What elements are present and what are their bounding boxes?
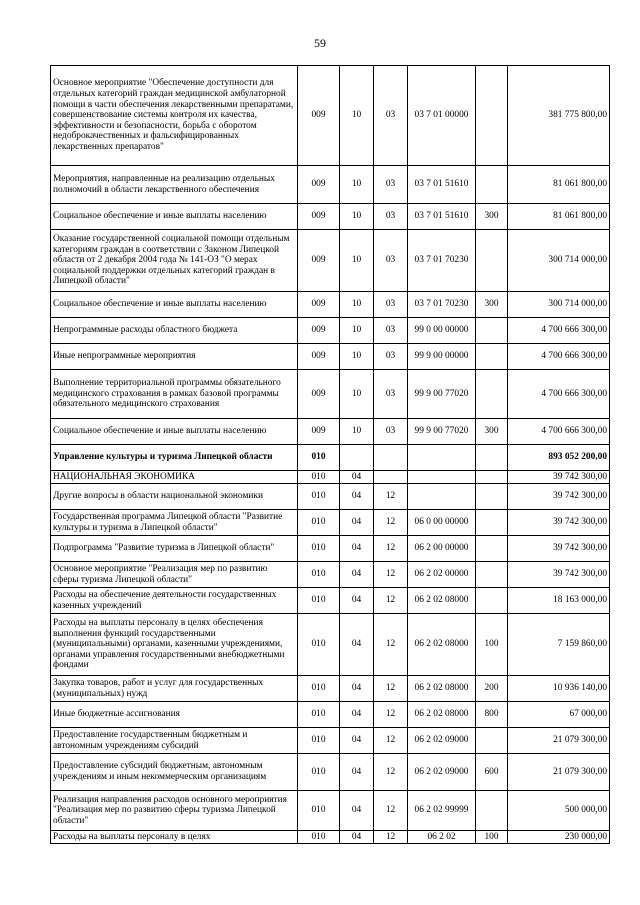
item-name-cell: Подпрограмма "Развитие туризма в Липецкой области": [51, 536, 298, 562]
table-row: [51, 510, 610, 536]
section-code-cell: [340, 445, 374, 471]
ministry-code-cell: 009: [298, 419, 340, 445]
item-name-cell: Закупка товаров, работ и услуг для государственных (муниципальных) нужд: [51, 676, 298, 702]
target-article-code-cell: 99 0 00 00000: [408, 318, 476, 344]
expense-type-code-cell: [476, 445, 508, 471]
expense-type-code-cell: 300: [476, 292, 508, 318]
table-row: [51, 471, 610, 484]
amount-cell: 39 742 300,00: [508, 562, 610, 588]
subsection-code-cell: 03: [374, 292, 408, 318]
subsection-code-cell: 12: [374, 536, 408, 562]
table-row: [51, 204, 610, 230]
table-row: [51, 484, 610, 510]
subsection-code-cell: 12: [374, 484, 408, 510]
item-name-cell: Расходы на выплаты персоналу в целях обеспечения выполнения функций государственными (муниципальными) органами, казенными учреждениями, органами управления государственными внебюджетными фондами: [51, 614, 298, 676]
amount-cell: 4 700 666 300,00: [508, 318, 610, 344]
target-article-code-cell: [408, 471, 476, 484]
page-number: 59: [314, 36, 326, 50]
expense-type-code-cell: [476, 230, 508, 292]
item-name-cell: НАЦИОНАЛЬНАЯ ЭКОНОМИКА: [51, 471, 298, 484]
subsection-code-cell: 12: [374, 676, 408, 702]
item-name-cell: Мероприятия, направленные на реализацию отдельных полномочий в области лекарственного обеспечения: [51, 166, 298, 204]
amount-cell: 4 700 666 300,00: [508, 370, 610, 419]
amount-cell: 4 700 666 300,00: [508, 344, 610, 370]
item-name-cell: Оказание государственной социальной помощи отдельным категориям граждан в соответствии с Законом Липецкой области от 2 декабря 2004 года № 141-ОЗ "О мерах социальной поддержки отдельных категорий граждан в Липецкой области": [51, 230, 298, 292]
amount-cell: 300 714 000,00: [508, 230, 610, 292]
target-article-code-cell: 06 2 02 00000: [408, 562, 476, 588]
ministry-code-cell: 010: [298, 562, 340, 588]
item-name-cell: Непрограммные расходы областного бюджета: [51, 318, 298, 344]
expense-type-code-cell: [476, 344, 508, 370]
target-article-code-cell: 06 2 02 99999: [408, 791, 476, 831]
target-article-code-cell: 99 9 00 77020: [408, 370, 476, 419]
section-code-cell: 10: [340, 66, 374, 166]
item-name-cell: Расходы на выплаты персоналу в целях: [51, 831, 298, 844]
budget-table: [50, 65, 610, 844]
expense-type-code-cell: [476, 728, 508, 754]
item-name-cell: Государственная программа Липецкой области "Развитие культуры и туризма в Липецкой области": [51, 510, 298, 536]
item-name-cell: Иные бюджетные ассигнования: [51, 702, 298, 728]
section-code-cell: 04: [340, 510, 374, 536]
subsection-code-cell: 12: [374, 754, 408, 791]
section-code-cell: 10: [340, 370, 374, 419]
amount-cell: 39 742 300,00: [508, 484, 610, 510]
section-code-cell: 10: [340, 344, 374, 370]
section-code-cell: 04: [340, 536, 374, 562]
target-article-code-cell: 03 7 01 70230: [408, 292, 476, 318]
amount-cell: 18 163 000,00: [508, 588, 610, 614]
section-code-cell: 04: [340, 588, 374, 614]
subsection-code-cell: 03: [374, 66, 408, 166]
item-name-cell: Иные непрограммные мероприятия: [51, 344, 298, 370]
expense-type-code-cell: [476, 484, 508, 510]
ministry-code-cell: 010: [298, 614, 340, 676]
ministry-code-cell: 010: [298, 791, 340, 831]
ministry-code-cell: 009: [298, 292, 340, 318]
item-name-cell: Социальное обеспечение и иные выплаты населению: [51, 419, 298, 445]
subsection-code-cell: 03: [374, 230, 408, 292]
target-article-code-cell: [408, 445, 476, 471]
target-article-code-cell: 03 7 01 51610: [408, 166, 476, 204]
amount-cell: 81 061 800,00: [508, 204, 610, 230]
section-code-cell: 04: [340, 702, 374, 728]
item-name-cell: Управление культуры и туризма Липецкой области: [51, 445, 298, 471]
ministry-code-cell: 010: [298, 588, 340, 614]
target-article-code-cell: 06 2 02 08000: [408, 676, 476, 702]
target-article-code-cell: 06 2 02: [408, 831, 476, 844]
amount-cell: 21 079 300,00: [508, 728, 610, 754]
section-code-cell: 04: [340, 754, 374, 791]
amount-cell: 39 742 300,00: [508, 536, 610, 562]
section-code-cell: 10: [340, 230, 374, 292]
subsection-code-cell: 03: [374, 204, 408, 230]
subsection-code-cell: 03: [374, 419, 408, 445]
item-name-cell: Предоставление субсидий бюджетным, автономным учреждениям и иным некоммерческим организациям: [51, 754, 298, 791]
table-row: [51, 66, 610, 166]
table-row: [51, 536, 610, 562]
section-code-cell: 04: [340, 791, 374, 831]
expense-type-code-cell: [476, 791, 508, 831]
section-code-cell: 10: [340, 292, 374, 318]
table-row: [51, 292, 610, 318]
table-row: [51, 588, 610, 614]
ministry-code-cell: 009: [298, 230, 340, 292]
subsection-code-cell: 03: [374, 370, 408, 419]
item-name-cell: Социальное обеспечение и иные выплаты населению: [51, 204, 298, 230]
subsection-code-cell: 12: [374, 791, 408, 831]
table-row: [51, 370, 610, 419]
ministry-code-cell: 010: [298, 754, 340, 791]
amount-cell: 7 159 860,00: [508, 614, 610, 676]
expense-type-code-cell: 100: [476, 831, 508, 844]
table-row: [51, 166, 610, 204]
ministry-code-cell: 009: [298, 66, 340, 166]
subsection-code-cell: 03: [374, 318, 408, 344]
expense-type-code-cell: [476, 166, 508, 204]
section-code-cell: 04: [340, 484, 374, 510]
section-code-cell: 04: [340, 676, 374, 702]
subsection-code-cell: 12: [374, 728, 408, 754]
table-row: [51, 702, 610, 728]
section-code-cell: 10: [340, 166, 374, 204]
table-row: [51, 728, 610, 754]
subsection-code-cell: [374, 471, 408, 484]
ministry-code-cell: 009: [298, 166, 340, 204]
table-row: [51, 676, 610, 702]
expense-type-code-cell: [476, 562, 508, 588]
target-article-code-cell: 06 2 02 08000: [408, 614, 476, 676]
section-code-cell: 04: [340, 614, 374, 676]
ministry-code-cell: 010: [298, 831, 340, 844]
table-row: [51, 791, 610, 831]
subsection-code-cell: 12: [374, 510, 408, 536]
subsection-code-cell: 12: [374, 614, 408, 676]
expense-type-code-cell: [476, 66, 508, 166]
expense-type-code-cell: [476, 536, 508, 562]
ministry-code-cell: 010: [298, 676, 340, 702]
table-row: [51, 614, 610, 676]
target-article-code-cell: 06 2 02 09000: [408, 754, 476, 791]
target-article-code-cell: [408, 484, 476, 510]
target-article-code-cell: 06 0 00 00000: [408, 510, 476, 536]
target-article-code-cell: 06 2 02 08000: [408, 588, 476, 614]
subsection-code-cell: 12: [374, 562, 408, 588]
expense-type-code-cell: [476, 588, 508, 614]
amount-cell: 893 052 200,00: [508, 445, 610, 471]
budget-table-body: [51, 66, 610, 844]
target-article-code-cell: 03 7 01 00000: [408, 66, 476, 166]
subsection-code-cell: 03: [374, 166, 408, 204]
ministry-code-cell: 010: [298, 702, 340, 728]
item-name-cell: Другие вопросы в области национальной экономики: [51, 484, 298, 510]
subsection-code-cell: 12: [374, 831, 408, 844]
amount-cell: 67 000,00: [508, 702, 610, 728]
section-code-cell: 04: [340, 562, 374, 588]
expense-type-code-cell: [476, 318, 508, 344]
ministry-code-cell: 009: [298, 318, 340, 344]
table-row: [51, 344, 610, 370]
ministry-code-cell: 009: [298, 204, 340, 230]
table-row: [51, 562, 610, 588]
amount-cell: 21 079 300,00: [508, 754, 610, 791]
amount-cell: 10 936 140,00: [508, 676, 610, 702]
expense-type-code-cell: 800: [476, 702, 508, 728]
subsection-code-cell: [374, 445, 408, 471]
ministry-code-cell: 010: [298, 445, 340, 471]
table-row: [51, 754, 610, 791]
expense-type-code-cell: 300: [476, 419, 508, 445]
section-code-cell: 10: [340, 419, 374, 445]
table-row: [51, 419, 610, 445]
expense-type-code-cell: [476, 510, 508, 536]
expense-type-code-cell: [476, 471, 508, 484]
ministry-code-cell: 010: [298, 471, 340, 484]
amount-cell: 81 061 800,00: [508, 166, 610, 204]
table-row: [51, 318, 610, 344]
section-code-cell: 10: [340, 204, 374, 230]
subsection-code-cell: 03: [374, 344, 408, 370]
ministry-code-cell: 009: [298, 370, 340, 419]
ministry-code-cell: 010: [298, 510, 340, 536]
expense-type-code-cell: 300: [476, 204, 508, 230]
ministry-code-cell: 010: [298, 536, 340, 562]
target-article-code-cell: 03 7 01 51610: [408, 204, 476, 230]
subsection-code-cell: 12: [374, 588, 408, 614]
amount-cell: 500 000,00: [508, 791, 610, 831]
subsection-code-cell: 12: [374, 702, 408, 728]
table-row: [51, 831, 610, 844]
target-article-code-cell: 06 2 02 08000: [408, 702, 476, 728]
item-name-cell: Социальное обеспечение и иные выплаты населению: [51, 292, 298, 318]
ministry-code-cell: 010: [298, 484, 340, 510]
section-code-cell: 04: [340, 831, 374, 844]
ministry-code-cell: 009: [298, 344, 340, 370]
table-row: [51, 445, 610, 471]
item-name-cell: Расходы на обеспечение деятельности государственных казенных учреждений: [51, 588, 298, 614]
amount-cell: 381 775 800,00: [508, 66, 610, 166]
target-article-code-cell: 06 2 00 00000: [408, 536, 476, 562]
amount-cell: 300 714 000,00: [508, 292, 610, 318]
item-name-cell: Предоставление государственным бюджетным и автономным учреждениям субсидий: [51, 728, 298, 754]
amount-cell: 39 742 300,00: [508, 510, 610, 536]
target-article-code-cell: 99 9 00 77020: [408, 419, 476, 445]
ministry-code-cell: 010: [298, 728, 340, 754]
item-name-cell: Выполнение территориальной программы обязательного медицинского страхования в рамках базовой программы обязательного медицинского страхования: [51, 370, 298, 419]
amount-cell: 230 000,00: [508, 831, 610, 844]
expense-type-code-cell: 200: [476, 676, 508, 702]
item-name-cell: Основное мероприятие "Реализация мер по развитию сферы туризма Липецкой области": [51, 562, 298, 588]
table-row: [51, 230, 610, 292]
amount-cell: 4 700 666 300,00: [508, 419, 610, 445]
item-name-cell: Реализация направления расходов основного мероприятия "Реализация мер по развитию сферы туризма Липецкой области": [51, 791, 298, 831]
expense-type-code-cell: [476, 370, 508, 419]
amount-cell: 39 742 300,00: [508, 471, 610, 484]
expense-type-code-cell: 100: [476, 614, 508, 676]
target-article-code-cell: 06 2 02 09000: [408, 728, 476, 754]
target-article-code-cell: 99 9 00 00000: [408, 344, 476, 370]
expense-type-code-cell: 600: [476, 754, 508, 791]
section-code-cell: 04: [340, 471, 374, 484]
section-code-cell: 04: [340, 728, 374, 754]
target-article-code-cell: 03 7 01 70230: [408, 230, 476, 292]
section-code-cell: 10: [340, 318, 374, 344]
item-name-cell: Основное мероприятие "Обеспечение доступности для отдельных категорий граждан медицинской амбулаторной помощи в части обеспечения лекарственными препаратами, совершенствование системы контроля их качества, эффективности и безопасности, борьба с оборотом недоброкачественных и фальсифицированных лекарственных препаратов": [51, 66, 298, 166]
